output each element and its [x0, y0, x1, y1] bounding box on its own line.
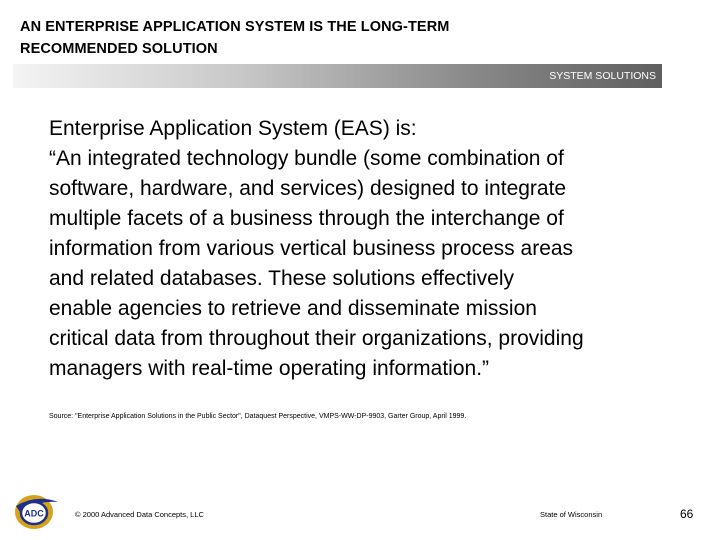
adc-logo-icon: [12, 492, 60, 532]
page-number: 66: [680, 507, 694, 521]
definition-line: multiple facets of a business through the interchange of: [49, 207, 564, 230]
definition-line: enable agencies to retrieve and disseminate mission: [49, 297, 537, 320]
copyright-text: © 2000 Advanced Data Concepts, LLC: [75, 510, 204, 519]
section-header-bar: [13, 64, 662, 88]
definition-line: and related databases. These solutions effectively: [49, 267, 515, 290]
slide-title: [20, 16, 580, 60]
source-citation: Source: "Enterprise Application Solutions in the Public Sector", Dataquest Perspective, VMPS-WW-DP-9903, Garter Group, April 1999.: [49, 413, 467, 420]
section-label: SYSTEM SOLUTIONS: [549, 70, 656, 82]
definition-line: “An integrated technology bundle (some combination of: [49, 147, 564, 170]
definition-line: information from various vertical business process areas: [49, 237, 574, 260]
definition-line: Enterprise Application System (EAS) is:: [49, 117, 417, 140]
definition-line: software, hardware, and services) designed to integrate: [49, 177, 567, 200]
definition-line: managers with real-time operating information.”: [49, 357, 490, 380]
slide-title-line-2: RECOMMENDED SOLUTION: [20, 41, 218, 57]
logo-text: ADC: [24, 508, 44, 519]
definition-line: critical data from throughout their organizations, providing: [49, 327, 584, 350]
definition-text-block: [49, 114, 689, 384]
slide-title-line-1: AN ENTERPRISE APPLICATION SYSTEM IS THE LONG-TERM: [20, 19, 450, 35]
client-name: State of Wisconsin: [540, 510, 603, 519]
